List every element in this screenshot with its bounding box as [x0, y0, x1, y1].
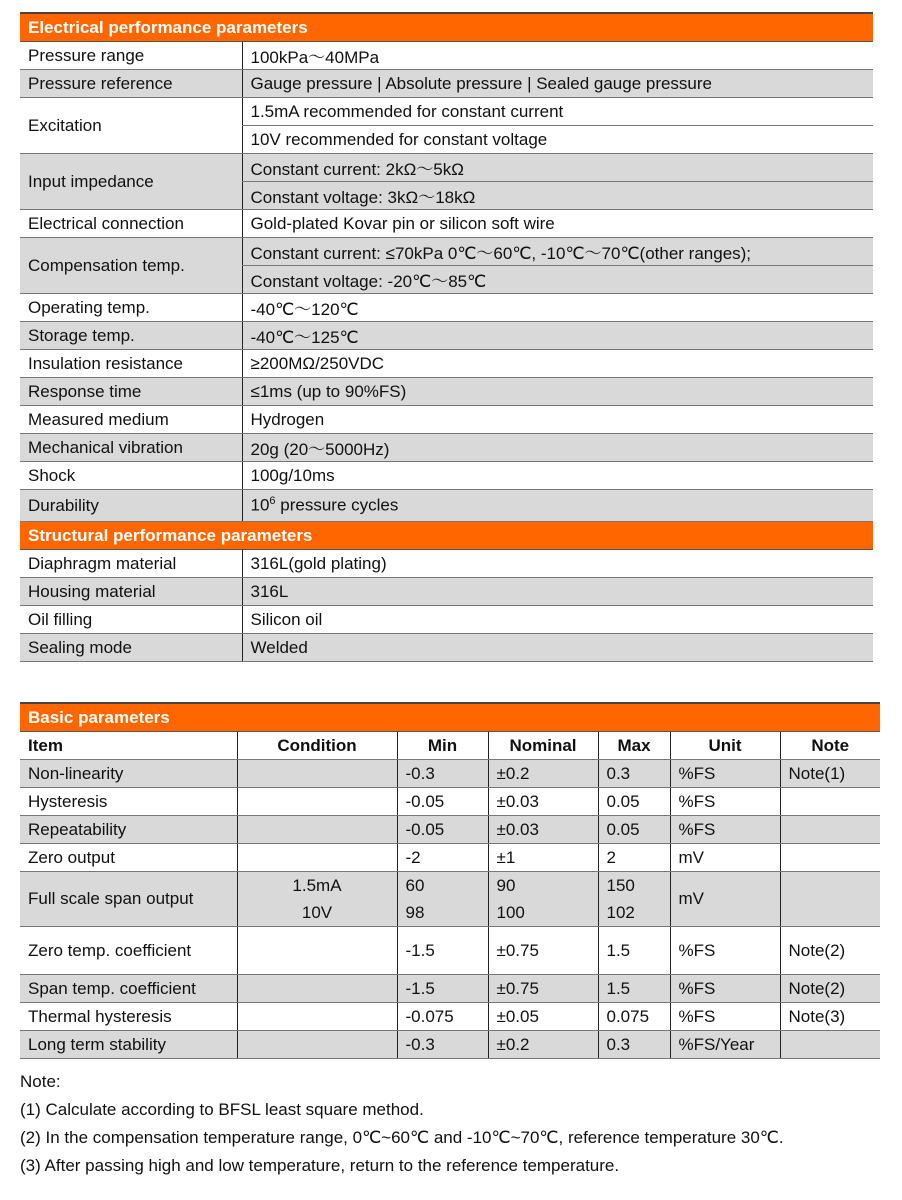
section-title: Basic parameters — [20, 703, 880, 732]
cell-item: Full scale span output — [20, 872, 237, 927]
param-label: Diaphragm material — [20, 550, 242, 578]
cell-item: Long term stability — [20, 1031, 237, 1059]
cell-min: 98 — [397, 899, 488, 927]
param-value: Hydrogen — [242, 406, 873, 434]
cell-max: 0.05 — [598, 788, 670, 816]
param-value: ≥200MΩ/250VDC — [242, 350, 873, 378]
cell-nominal: 90 — [488, 872, 598, 900]
cell-nominal: ±0.75 — [488, 927, 598, 975]
param-value: -40℃～120℃ — [242, 294, 873, 322]
param-label: Sealing mode — [20, 634, 242, 662]
cell-nominal: ±0.75 — [488, 975, 598, 1003]
cell-condition — [237, 844, 397, 872]
cell-min: -1.5 — [397, 975, 488, 1003]
param-value: Constant voltage: 3kΩ～18kΩ — [242, 182, 873, 210]
column-header: Condition — [237, 732, 397, 760]
cell-note: Note(3) — [780, 1003, 880, 1031]
cell-item: Thermal hysteresis — [20, 1003, 237, 1031]
param-value: Constant voltage: -20℃～85℃ — [242, 266, 873, 294]
cell-max: 1.5 — [598, 927, 670, 975]
param-label: Insulation resistance — [20, 350, 242, 378]
cell-item: Non-linearity — [20, 760, 237, 788]
header-row — [20, 732, 880, 760]
param-value: 20g (20～5000Hz) — [242, 434, 873, 462]
cell-unit: %FS — [670, 760, 780, 788]
cell-min: -0.05 — [397, 788, 488, 816]
cell-item: Zero temp. coefficient — [20, 927, 237, 975]
column-header: Note — [780, 732, 880, 760]
cell-condition — [237, 788, 397, 816]
cell-min: -0.075 — [397, 1003, 488, 1031]
durability-text: pressure cycles — [275, 495, 399, 515]
param-label: Housing material — [20, 578, 242, 606]
cell-nominal: ±0.2 — [488, 760, 598, 788]
param-label: Electrical connection — [20, 210, 242, 238]
cell-unit: %FS — [670, 816, 780, 844]
cell-condition: 10V — [237, 899, 397, 927]
cell-nominal: ±0.03 — [488, 788, 598, 816]
cell-note: Note(2) — [780, 927, 880, 975]
notes — [20, 1068, 784, 1180]
cell-item: Hysteresis — [20, 788, 237, 816]
cell-nominal: ±1 — [488, 844, 598, 872]
cell-max: 0.3 — [598, 760, 670, 788]
cell-min: -1.5 — [397, 927, 488, 975]
param-value — [242, 490, 873, 522]
column-header: Item — [20, 732, 237, 760]
cell-note: Note(1) — [780, 760, 880, 788]
cell-max: 0.075 — [598, 1003, 670, 1031]
cell-max: 150 — [598, 872, 670, 900]
param-value: 1.5mA recommended for constant current — [242, 98, 873, 126]
cell-condition — [237, 816, 397, 844]
cell-note — [780, 788, 880, 816]
param-label: Mechanical vibration — [20, 434, 242, 462]
param-label: Pressure reference — [20, 70, 242, 98]
cell-max: 0.3 — [598, 1031, 670, 1059]
param-value: 316L(gold plating) — [242, 550, 873, 578]
cell-condition — [237, 927, 397, 975]
cell-condition — [237, 1031, 397, 1059]
table-row — [20, 1031, 880, 1059]
param-label: Storage temp. — [20, 322, 242, 350]
column-header: Unit — [670, 732, 780, 760]
cell-unit: %FS — [670, 927, 780, 975]
param-value: 316L — [242, 578, 873, 606]
param-label: Measured medium — [20, 406, 242, 434]
cell-nominal: 100 — [488, 899, 598, 927]
param-label: Durability — [20, 490, 242, 522]
cell-min: -0.05 — [397, 816, 488, 844]
param-value: 10V recommended for constant voltage — [242, 126, 873, 154]
column-header: Min — [397, 732, 488, 760]
cell-condition — [237, 1003, 397, 1031]
param-label: Response time — [20, 378, 242, 406]
cell-note — [780, 816, 880, 844]
param-label: Input impedance — [20, 154, 242, 210]
cell-condition — [237, 760, 397, 788]
table-row — [20, 760, 880, 788]
cell-condition — [237, 975, 397, 1003]
column-header: Max — [598, 732, 670, 760]
cell-unit: mV — [670, 844, 780, 872]
basic-parameters-table — [20, 702, 880, 1059]
cell-max: 2 — [598, 844, 670, 872]
cell-nominal: ±0.03 — [488, 816, 598, 844]
param-value: 100g/10ms — [242, 462, 873, 490]
param-value: Gauge pressure | Absolute pressure | Sealed gauge pressure — [242, 70, 873, 98]
cell-note: Note(2) — [780, 975, 880, 1003]
cell-condition: 1.5mA — [237, 872, 397, 900]
table-row — [20, 788, 880, 816]
cell-unit: %FS/Year — [670, 1031, 780, 1059]
durability-exponent: 6 — [269, 495, 276, 508]
table-row — [20, 816, 880, 844]
cell-unit: %FS — [670, 788, 780, 816]
param-value: Gold-plated Kovar pin or silicon soft wire — [242, 210, 873, 238]
cell-max: 102 — [598, 899, 670, 927]
cell-nominal: ±0.05 — [488, 1003, 598, 1031]
param-label: Excitation — [20, 98, 242, 154]
param-value: ≤1ms (up to 90%FS) — [242, 378, 873, 406]
column-header: Nominal — [488, 732, 598, 760]
cell-item: Span temp. coefficient — [20, 975, 237, 1003]
cell-nominal: ±0.2 — [488, 1031, 598, 1059]
param-label: Operating temp. — [20, 294, 242, 322]
param-value: Silicon oil — [242, 606, 873, 634]
param-value: Constant current: ≤70kPa 0℃～60℃, -10℃～70℃(other ranges); — [242, 238, 873, 266]
param-value: -40℃～125℃ — [242, 322, 873, 350]
section-title: Structural performance parameters — [20, 522, 873, 550]
param-value: Welded — [242, 634, 873, 662]
cell-unit: %FS — [670, 975, 780, 1003]
electrical-parameters-table — [20, 12, 873, 662]
cell-min: -2 — [397, 844, 488, 872]
param-label: Compensation temp. — [20, 238, 242, 294]
cell-unit: %FS — [670, 1003, 780, 1031]
param-label: Shock — [20, 462, 242, 490]
note-item: (3) After passing high and low temperature, return to the reference temperature. — [20, 1156, 620, 1175]
note-item: (1) Calculate according to BFSL least square method. — [20, 1100, 424, 1119]
param-label: Pressure range — [20, 42, 242, 70]
cell-min: 60 — [397, 872, 488, 900]
cell-min: -0.3 — [397, 1031, 488, 1059]
cell-item: Repeatability — [20, 816, 237, 844]
cell-unit: mV — [670, 872, 780, 927]
param-value: Constant current: 2kΩ～5kΩ — [242, 154, 873, 182]
cell-note — [780, 1031, 880, 1059]
note-item: (2) In the compensation temperature range, 0℃~60℃ and -10℃~70℃, reference temperature 30℃. — [20, 1128, 784, 1147]
table-row — [20, 872, 880, 900]
param-label: Oil filling — [20, 606, 242, 634]
table-row — [20, 1003, 880, 1031]
cell-note — [780, 844, 880, 872]
param-value: 100kPa～40MPa — [242, 42, 873, 70]
durability-base: 10 — [250, 495, 270, 515]
cell-min: -0.3 — [397, 760, 488, 788]
cell-max: 1.5 — [598, 975, 670, 1003]
cell-note — [780, 872, 880, 927]
cell-max: 0.05 — [598, 816, 670, 844]
table-row — [20, 927, 880, 975]
cell-item: Zero output — [20, 844, 237, 872]
table-row — [20, 844, 880, 872]
notes-title: Note: — [20, 1072, 61, 1091]
section-title: Electrical performance parameters — [20, 13, 873, 42]
table-row — [20, 975, 880, 1003]
